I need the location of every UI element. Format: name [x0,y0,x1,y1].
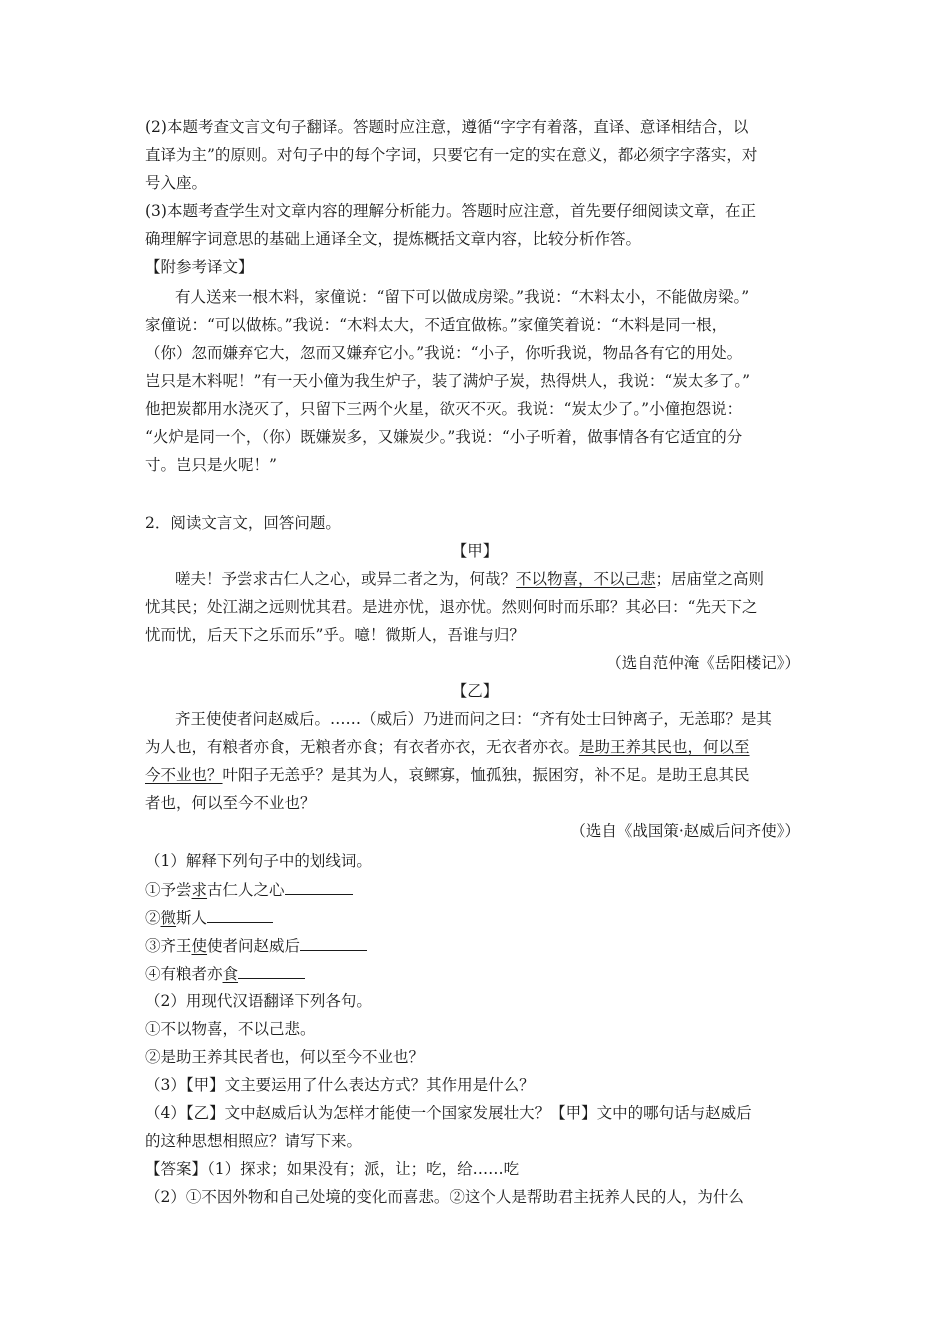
jia-line: 忧其民；处江湖之远则忧其君。是进亦忧，退亦忧。然则何时而乐耶？其必曰：“先天下之 [145,598,758,616]
underlined-phrase: 是助王养其民也，何以至 [579,738,750,756]
yi-line: 今不业也？叶阳子无恙乎？是其为人，哀鳏寡，恤孤独，振困穷，补不足。是助王息其民 [145,766,750,784]
sub-question-4: （4）【乙】文中赵威后认为怎样才能使一个国家发展壮大？【甲】文中的哪句话与赵威后 [145,1104,752,1122]
translate-item: ①不以物喜，不以己悲。 [145,1020,316,1038]
answer-blank [238,963,305,979]
translation-line: 岂只是木料呢！”有一天小僮为我生炉子，装了满炉子炭，热得烘人，我说：“炭太多了。” [145,372,751,390]
translation-line: 有人送来一根木料，家僮说：“留下可以做成房梁。”我说：“木料太小，不能做房梁。” [175,288,750,306]
yi-line: 者也，何以至今不业也？ [145,794,316,812]
translation-line: （你）忽而嫌弃它大，忽而又嫌弃它小。”我说：“小子，你听我说，物品各有它的用处。 [145,344,743,362]
answer-blank [285,879,353,895]
word-item: ③齐王使使者问赵威后 [145,935,367,956]
sub-question-3: （3）【甲】文主要运用了什么表达方式？其作用是什么？ [145,1076,535,1094]
explain-line: 确理解字词意思的基础上通译全文，提炼概括文章内容，比较分析作答。 [145,230,642,248]
yi-source: （选自《战国策·赵威后问齐使》） [570,822,800,840]
jia-heading: 【甲】 [451,542,499,560]
sub-question-1: （1）解释下列句子中的划线词。 [145,852,372,870]
explain-line: (2)本题考查文言文句子翻译。答题时应注意，遵循“字字有着落，直译、意译相结合，以 [145,118,749,136]
yi-line: 为人也，有粮者亦食，无粮者亦食；有衣者亦衣，无衣者亦衣。是助王养其民也，何以至 [145,738,750,756]
word-item: ②微斯人 [145,907,273,928]
jia-line: 嗟夫！予尝求古仁人之心，或异二者之为，何哉？不以物喜，不以己悲；居庙堂之高则 [175,570,765,588]
explain-line: 号入座。 [145,174,208,192]
jia-line: 忧而忧，后天下之乐而乐”乎。噫！微斯人，吾谁与归？ [145,626,525,644]
underlined-phrase: 今不业也？ [145,766,223,784]
translation-heading: 【附参考译文】 [145,258,254,276]
translate-item: ②是助王养其民者也，何以至今不业也？ [145,1048,425,1066]
sub-question-2: （2）用现代汉语翻译下列各句。 [145,992,372,1010]
word-item: ④有粮者亦食 [145,963,305,984]
yi-line: 齐王使使者问赵威后。……（威后）乃进而问之曰：“齐有处士曰钟离子，无恙耶？是其 [175,710,772,728]
explain-line: 直译为主”的原则。对句子中的每个字词，只要它有一定的实在意义，都必须字字落实，对 [145,146,758,164]
word-item: ①予尝求古仁人之心 [145,879,353,900]
question-title: 2．阅读文言文，回答问题。 [145,514,341,532]
explain-line: (3)本题考查学生对文章内容的理解分析能力。答题时应注意，首先要仔细阅读文章，在正 [145,202,756,220]
answer-blank [207,907,273,923]
answer-blank [300,935,367,951]
jia-source: （选自范仲淹《岳阳楼记》） [606,654,800,672]
translation-line: 他把炭都用水浇灭了，只留下三两个火星，欲灭不灭。我说：“炭太少了。”小僮抱怨说： [145,400,743,418]
answer-line: 【答案】（1）探求；如果没有；派，让；吃，给……吃 [145,1160,520,1178]
underlined-phrase: 不以物喜，不以己悲 [516,570,656,588]
translation-line: 寸。岂只是火呢！” [145,456,277,474]
translation-line: “火炉是同一个，（你）既嫌炭多，又嫌炭少。”我说：“小子听着，做事情各有它适宜的分 [145,428,743,446]
yi-heading: 【乙】 [451,682,499,700]
sub-question-4: 的这种思想相照应？请写下来。 [145,1132,363,1150]
translation-line: 家僮说：“可以做栋。”我说：“木料太大，不适宜做栋。”家僮笑着说：“木料是同一根， [145,316,728,334]
answer-line: （2）①不因外物和自己处境的变化而喜悲。②这个人是帮助君主抚养人民的人，为什么 [145,1188,744,1206]
